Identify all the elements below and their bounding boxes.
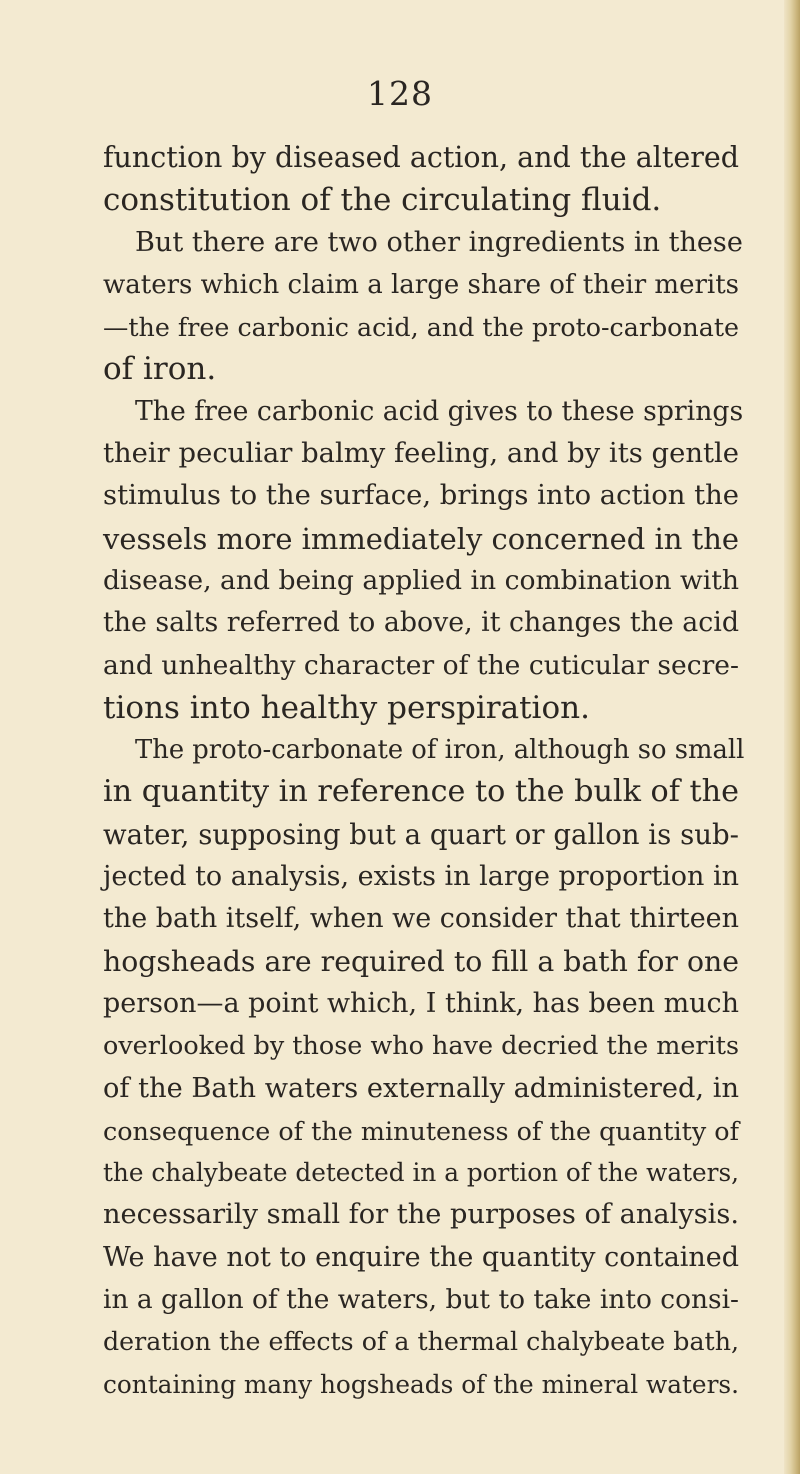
- paragraph-4: [103, 729, 745, 1406]
- page-body: [103, 137, 745, 1406]
- text-line: waters which claim a large share of their merits: [103, 269, 739, 300]
- page-edge-shadow: [784, 0, 800, 1474]
- text-line: and unhealthy character of the cuticular secre-: [103, 649, 739, 681]
- text-line: overlooked by those who have decried the merits: [103, 1031, 739, 1062]
- text-line: the salts referred to above, it changes the acid: [103, 607, 739, 639]
- paragraph-2: [103, 222, 743, 391]
- text-line: tions into healthy perspiration.: [103, 689, 590, 726]
- text-line: —the free carbonic acid, and the proto-carbonate: [103, 312, 739, 343]
- text-line: in a gallon of the waters, but to take into consi-: [103, 1284, 739, 1316]
- text-line: The proto-carbonate of iron, although so small: [135, 735, 745, 766]
- text-line: the chalybeate detected in a portion of the waters,: [103, 1158, 739, 1188]
- text-line: hogsheads are required to fill a bath for one: [103, 944, 739, 978]
- page-number: 128: [367, 74, 433, 113]
- text-line: deration the effects of a thermal chalybeate bath,: [103, 1327, 739, 1357]
- text-line: the bath itself, when we consider that thirteen: [103, 903, 739, 935]
- text-line: vessels more immediately concerned in the: [103, 521, 739, 556]
- text-line: But there are two other ingredients in these: [135, 226, 743, 258]
- text-line: The free carbonic acid gives to these springs: [135, 395, 744, 427]
- text-line: jected to analysis, exists in large proportion in: [103, 861, 739, 893]
- text-line: function by diseased action, and the altered: [103, 141, 739, 174]
- paragraph-3: [103, 391, 744, 729]
- text-line: containing many hogsheads of the mineral waters.: [103, 1369, 739, 1399]
- text-line: stimulus to the surface, brings into action the: [103, 480, 740, 512]
- paragraph-1: [103, 137, 739, 222]
- text-line: constitution of the circulating fluid.: [103, 182, 662, 219]
- text-line: in quantity in reference to the bulk of the: [103, 774, 739, 810]
- text-line: We have not to enquire the quantity contained: [103, 1241, 739, 1273]
- text-line: of iron.: [103, 351, 217, 388]
- text-line: disease, and being applied in combination with: [103, 564, 739, 596]
- text-line: person—a point which, I think, has been much: [103, 987, 739, 1019]
- text-line: of the Bath waters externally administered, in: [103, 1072, 739, 1104]
- text-line: consequence of the minuteness of the quantity of: [103, 1115, 739, 1146]
- text-line: their peculiar balmy feeling, and by its gentle: [103, 438, 739, 470]
- text-line: water, supposing but a quart or gallon is sub-: [103, 817, 739, 851]
- text-line: necessarily small for the purposes of analysis.: [103, 1199, 739, 1231]
